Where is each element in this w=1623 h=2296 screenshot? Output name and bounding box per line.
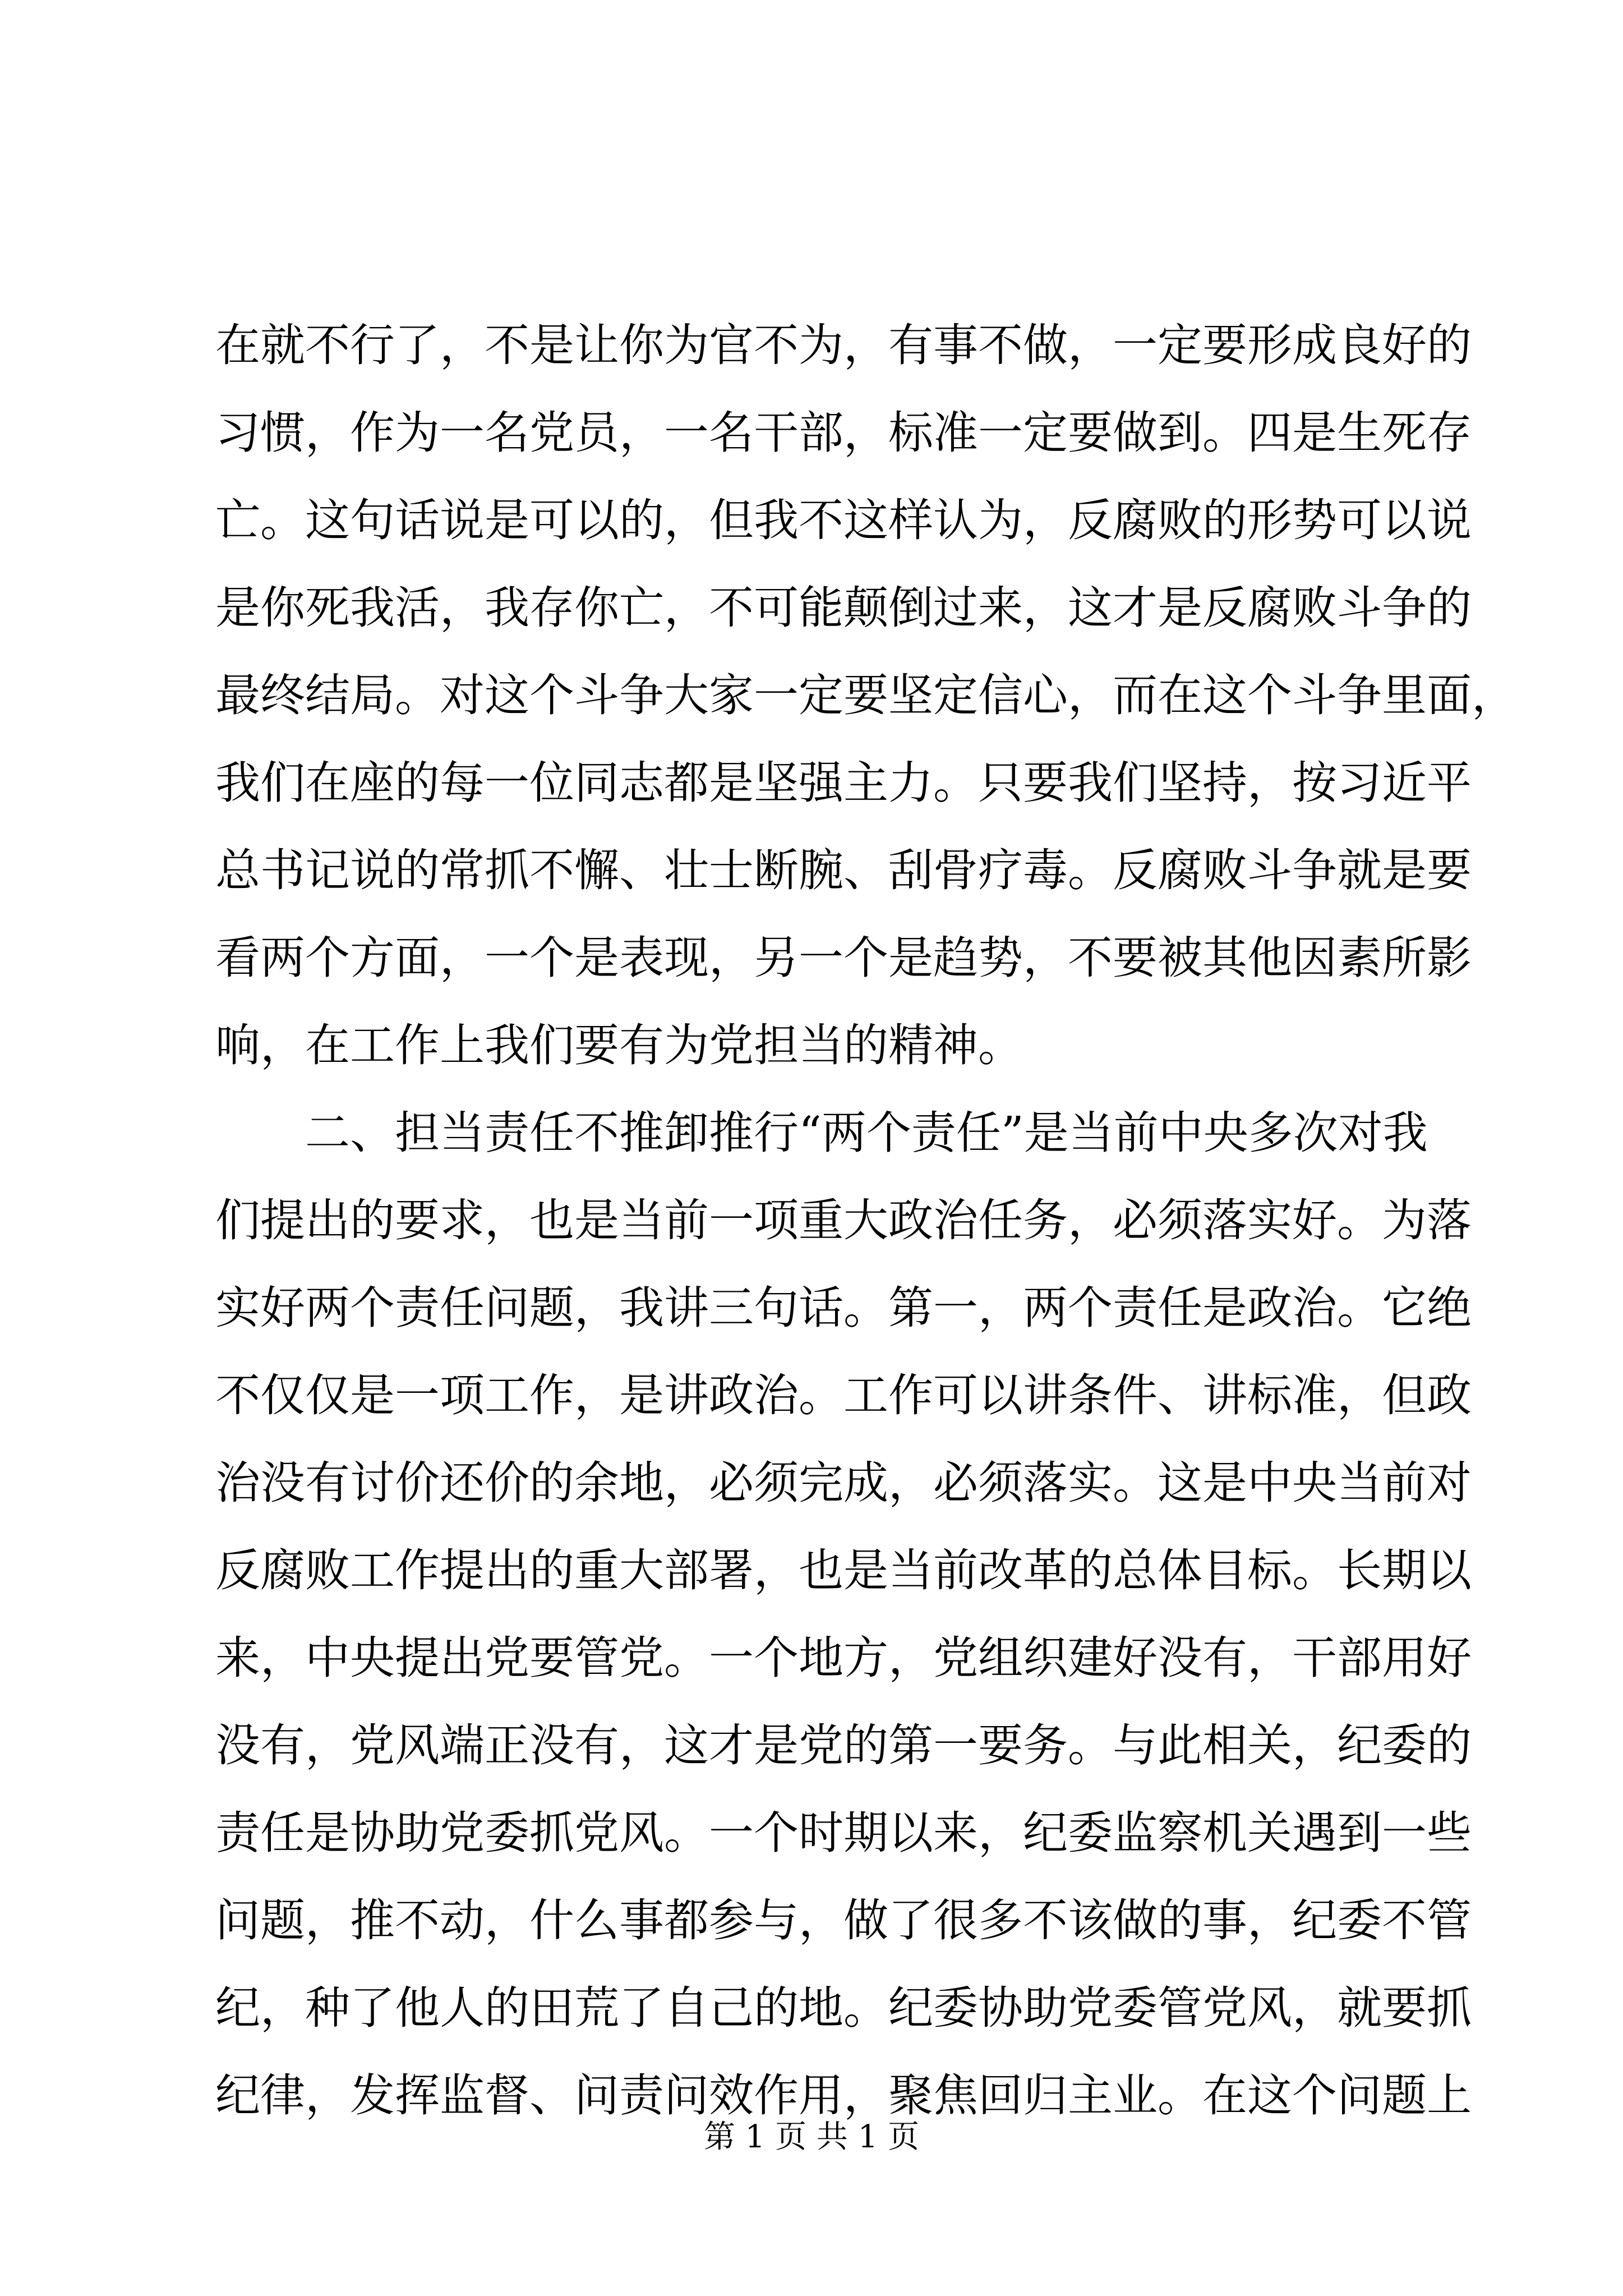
text-line: 不仅仅是一项工作，是讲政治。工作可以讲条件、讲标准，但政 xyxy=(215,1369,1472,1421)
text-line: 来，中央提出党要管党。一个地方，党组织建好没有，干部用好 xyxy=(215,1632,1472,1684)
text-line: 最终结局。对这个斗争大家一定要坚定信心，而在这个斗争里面， xyxy=(215,669,1516,721)
text-line: 责任是协助党委抓党风。一个时期以来，纪委监察机关遇到一些 xyxy=(215,1807,1472,1859)
text-line: 习惯，作为一名党员，一名干部，标准一定要做到。四是生死存 xyxy=(215,407,1472,459)
text-line: 二、担当责任不推卸推行“两个责任”是当前中央多次对我 xyxy=(215,1107,1428,1159)
text-line: 是你死我活，我存你亡，不可能颠倒过来，这才是反腐败斗争的 xyxy=(215,582,1472,634)
page-footer: 第 1 页 共 1 页 xyxy=(703,2119,920,2155)
text-line: 纪，种了他人的田荒了自己的地。纪委协助党委管党风，就要抓 xyxy=(215,1982,1472,2034)
text-line: 总书记说的常抓不懈、壮士断腕、刮骨疗毒。反腐败斗争就是要 xyxy=(215,844,1472,896)
text-line: 亡。这句话说是可以的，但我不这样认为，反腐败的形势可以说 xyxy=(215,494,1472,546)
text-line: 实好两个责任问题，我讲三句话。第一，两个责任是政治。它绝 xyxy=(215,1282,1472,1334)
text-line: 问题，推不动，什么事都参与，做了很多不该做的事，纪委不管 xyxy=(215,1894,1472,1947)
text-line: 在就不行了，不是让你为官不为，有事不做，一定要形成良好的 xyxy=(215,319,1472,371)
body-text xyxy=(215,302,1516,2139)
text-line: 们提出的要求，也是当前一项重大政治任务，必须落实好。为落 xyxy=(215,1194,1472,1246)
text-line: 治没有讨价还价的余地，必须完成，必须落实。这是中央当前对 xyxy=(215,1457,1472,1509)
text-line: 我们在座的每一位同志都是坚强主力。只要我们坚持，按习近平 xyxy=(215,757,1472,809)
text-line: 反腐败工作提出的重大部署，也是当前改革的总体目标。长期以 xyxy=(215,1544,1472,1596)
text-line: 纪律，发挥监督、问责问效作用，聚焦回归主业。在这个问题上 xyxy=(215,2069,1472,2122)
text-line: 没有，党风端正没有，这才是党的第一要务。与此相关，纪委的 xyxy=(215,1719,1472,1772)
text-line: 响，在工作上我们要有为党担当的精神。 xyxy=(215,1019,1023,1071)
text-line: 看两个方面，一个是表现，另一个是趋势，不要被其他因素所影 xyxy=(215,932,1472,984)
